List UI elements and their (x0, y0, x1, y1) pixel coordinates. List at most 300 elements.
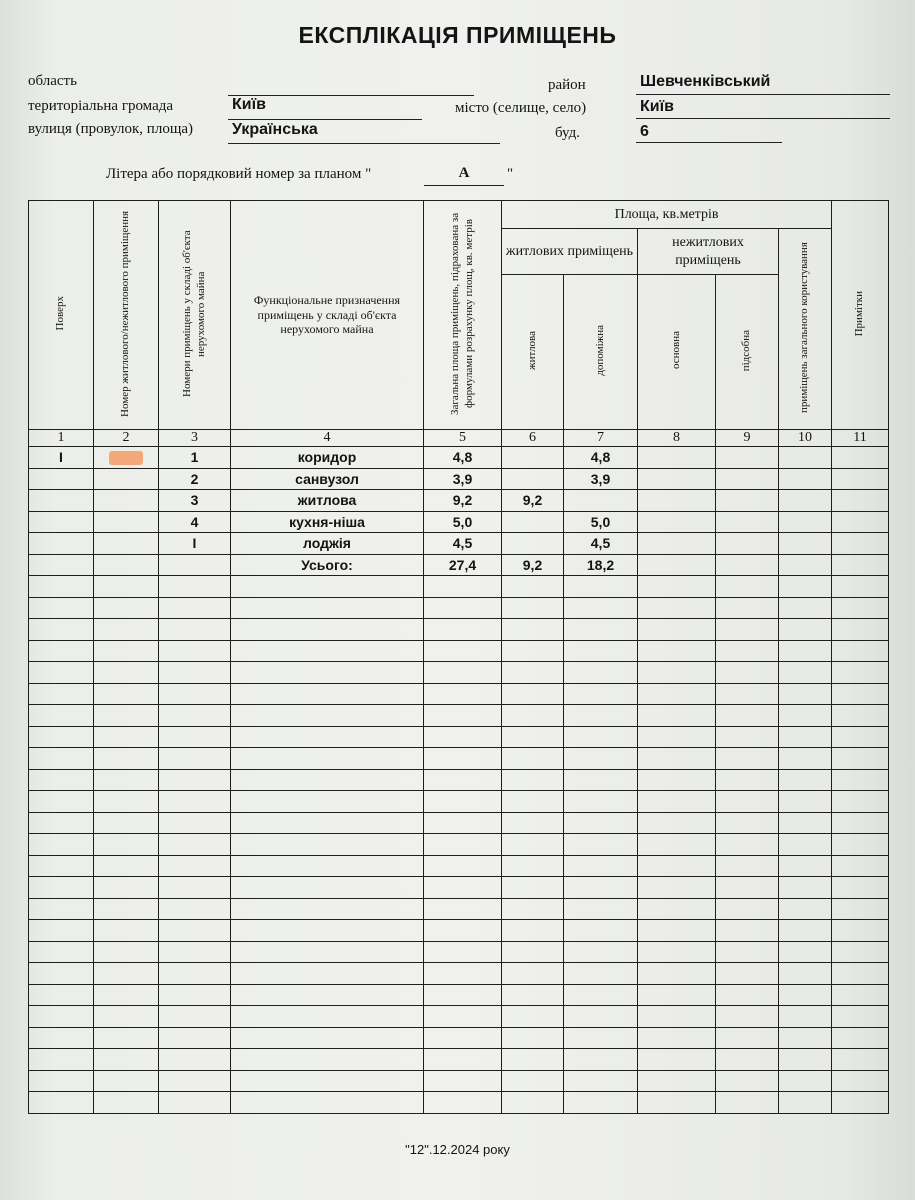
empty-cell (502, 877, 564, 899)
empty-row (29, 984, 889, 1006)
col-number: 10 (779, 430, 832, 447)
empty-cell (159, 791, 231, 813)
empty-cell (638, 619, 716, 641)
empty-cell (502, 1006, 564, 1028)
empty-cell (716, 877, 779, 899)
empty-cell (832, 855, 889, 877)
empty-cell (29, 1006, 94, 1028)
empty-cell (716, 662, 779, 684)
bud-underline (636, 142, 782, 143)
empty-cell (564, 748, 638, 770)
empty-cell (94, 1092, 159, 1114)
header-poverkh: Поверх (29, 201, 94, 430)
cell-poverkh (29, 554, 94, 576)
empty-cell (638, 748, 716, 770)
empty-cell (502, 662, 564, 684)
empty-cell (231, 834, 424, 856)
empty-cell (231, 855, 424, 877)
empty-cell (424, 1006, 502, 1028)
empty-cell (564, 941, 638, 963)
empty-cell (564, 726, 638, 748)
empty-cell (716, 1092, 779, 1114)
empty-cell (424, 791, 502, 813)
empty-cell (502, 1092, 564, 1114)
misto-label: місто (селище, село) (455, 100, 587, 116)
empty-row (29, 1049, 889, 1071)
litera-underline (424, 185, 504, 186)
hromada-label: територіальна громада (28, 98, 174, 114)
empty-cell (832, 1027, 889, 1049)
empty-cell (159, 877, 231, 899)
empty-cell (779, 683, 832, 705)
empty-row (29, 941, 889, 963)
empty-cell (779, 877, 832, 899)
empty-cell (564, 683, 638, 705)
empty-cell (94, 941, 159, 963)
empty-cell (231, 576, 424, 598)
empty-cell (94, 640, 159, 662)
empty-cell (502, 812, 564, 834)
empty-cell (231, 597, 424, 619)
cell-zhytlova (502, 533, 564, 555)
empty-cell (638, 683, 716, 705)
cell-nomer (94, 447, 159, 469)
empty-cell (159, 1070, 231, 1092)
column-number-row (29, 430, 889, 447)
table-row (29, 468, 889, 490)
empty-cell (716, 855, 779, 877)
empty-cell (502, 1027, 564, 1049)
empty-cell (29, 834, 94, 856)
empty-cell (832, 834, 889, 856)
empty-cell (502, 898, 564, 920)
empty-cell (502, 834, 564, 856)
empty-cell (231, 984, 424, 1006)
empty-cell (779, 1070, 832, 1092)
cell-pidsobna (716, 554, 779, 576)
empty-cell (716, 1049, 779, 1071)
cell-poverkh (29, 490, 94, 512)
empty-row (29, 619, 889, 641)
empty-cell (94, 877, 159, 899)
empty-cell (832, 662, 889, 684)
empty-row (29, 855, 889, 877)
empty-row (29, 791, 889, 813)
empty-cell (564, 1049, 638, 1071)
empty-cell (779, 769, 832, 791)
empty-cell (94, 576, 159, 598)
empty-cell (29, 812, 94, 834)
cell-osnovna (638, 490, 716, 512)
cell-prymitky (832, 533, 889, 555)
cell-purpose: лоджія (231, 533, 424, 555)
cell-nomer (94, 468, 159, 490)
empty-cell (502, 1049, 564, 1071)
cell-nomer (94, 554, 159, 576)
empty-cell (29, 920, 94, 942)
empty-cell (159, 1027, 231, 1049)
col-number: 11 (832, 430, 889, 447)
empty-cell (159, 834, 231, 856)
empty-cell (231, 920, 424, 942)
empty-row (29, 597, 889, 619)
empty-cell (231, 898, 424, 920)
empty-cell (159, 576, 231, 598)
empty-row (29, 748, 889, 770)
oblast-label: область (28, 73, 77, 89)
cell-nomer (94, 511, 159, 533)
empty-cell (159, 920, 231, 942)
empty-cell (779, 705, 832, 727)
empty-cell (564, 791, 638, 813)
empty-cell (29, 1092, 94, 1114)
empty-cell (231, 705, 424, 727)
header-ploshcha-group: Площа, кв.метрів (502, 201, 832, 229)
empty-row (29, 1092, 889, 1114)
empty-cell (29, 726, 94, 748)
empty-cell (94, 834, 159, 856)
empty-cell (231, 683, 424, 705)
empty-cell (502, 640, 564, 662)
empty-row (29, 812, 889, 834)
header-nezhytlovykh-group: нежитлових приміщень (638, 229, 779, 275)
col-number: 2 (94, 430, 159, 447)
empty-cell (779, 1092, 832, 1114)
document-title: ЕКСПЛІКАЦІЯ ПРИМІЩЕНЬ (298, 22, 617, 48)
table-row (29, 490, 889, 512)
empty-row (29, 769, 889, 791)
empty-row (29, 963, 889, 985)
empty-cell (716, 941, 779, 963)
vulytsia-underline (228, 143, 500, 144)
data-rows (29, 447, 889, 1114)
empty-cell (638, 1006, 716, 1028)
vulytsia-label: вулиця (провулок, площа) (28, 121, 194, 137)
cell-total: 27,4 (424, 554, 502, 576)
empty-cell (779, 984, 832, 1006)
empty-cell (779, 941, 832, 963)
cell-prymitky (832, 511, 889, 533)
header-nomery-prymishchen: Номери приміщень у складі об'єкта нерухомого майна (159, 201, 231, 430)
empty-cell (94, 1070, 159, 1092)
col-number: 7 (564, 430, 638, 447)
empty-cell (231, 877, 424, 899)
empty-cell (716, 812, 779, 834)
bud-label: буд. (555, 125, 580, 141)
empty-cell (424, 1070, 502, 1092)
empty-cell (29, 984, 94, 1006)
empty-cell (638, 984, 716, 1006)
empty-row (29, 1027, 889, 1049)
empty-cell (832, 920, 889, 942)
empty-cell (29, 963, 94, 985)
header-dopomizhna: допоміжна (564, 275, 638, 430)
empty-cell (29, 877, 94, 899)
empty-cell (159, 898, 231, 920)
empty-cell (424, 920, 502, 942)
cell-zahalne (779, 533, 832, 555)
header-nomer-zhytlovoho: Номер житлового/нежитлового приміщення (94, 201, 159, 430)
explication-table (28, 200, 889, 1114)
empty-cell (638, 963, 716, 985)
empty-cell (832, 984, 889, 1006)
empty-cell (424, 834, 502, 856)
empty-cell (502, 705, 564, 727)
empty-cell (231, 1027, 424, 1049)
empty-row (29, 662, 889, 684)
empty-cell (231, 812, 424, 834)
col-number: 9 (716, 430, 779, 447)
cell-dopomizhna: 4,5 (564, 533, 638, 555)
empty-cell (159, 984, 231, 1006)
empty-cell (832, 1070, 889, 1092)
table-row (29, 533, 889, 555)
empty-cell (779, 855, 832, 877)
empty-cell (638, 855, 716, 877)
empty-cell (716, 748, 779, 770)
bud-value: 6 (640, 123, 649, 140)
cell-osnovna (638, 447, 716, 469)
empty-cell (564, 984, 638, 1006)
empty-cell (502, 769, 564, 791)
cell-zhytlova (502, 511, 564, 533)
cell-room-no: 1 (159, 447, 231, 469)
empty-cell (424, 1049, 502, 1071)
empty-row (29, 726, 889, 748)
empty-cell (564, 619, 638, 641)
empty-cell (424, 941, 502, 963)
empty-cell (94, 898, 159, 920)
cell-room-no: I (159, 533, 231, 555)
empty-cell (231, 791, 424, 813)
cell-dopomizhna: 4,8 (564, 447, 638, 469)
cell-poverkh: I (29, 447, 94, 469)
col-number: 4 (231, 430, 424, 447)
empty-cell (94, 597, 159, 619)
litera-close-quote: " (507, 166, 514, 182)
empty-cell (29, 619, 94, 641)
empty-cell (564, 640, 638, 662)
empty-cell (638, 1049, 716, 1071)
empty-cell (779, 576, 832, 598)
empty-cell (159, 963, 231, 985)
empty-cell (29, 597, 94, 619)
empty-cell (564, 963, 638, 985)
empty-cell (94, 1027, 159, 1049)
empty-cell (716, 1006, 779, 1028)
empty-cell (716, 619, 779, 641)
cell-prymitky (832, 468, 889, 490)
empty-cell (638, 1092, 716, 1114)
empty-cell (638, 705, 716, 727)
empty-cell (29, 1049, 94, 1071)
empty-cell (424, 662, 502, 684)
cell-nomer (94, 490, 159, 512)
empty-cell (502, 726, 564, 748)
hromada-value: Київ (232, 96, 266, 113)
empty-cell (94, 705, 159, 727)
empty-cell (159, 640, 231, 662)
cell-purpose: Усього: (231, 554, 424, 576)
empty-cell (564, 920, 638, 942)
cell-pidsobna (716, 490, 779, 512)
empty-cell (231, 1070, 424, 1092)
cell-zahalne (779, 447, 832, 469)
cell-zhytlova: 9,2 (502, 490, 564, 512)
cell-prymitky (832, 554, 889, 576)
empty-cell (832, 597, 889, 619)
litera-label: Літера або порядковий номер за планом " (106, 166, 372, 182)
cell-poverkh (29, 468, 94, 490)
raion-underline (636, 94, 890, 95)
empty-cell (779, 748, 832, 770)
empty-cell (231, 748, 424, 770)
raion-label: район (548, 77, 586, 93)
empty-cell (832, 1092, 889, 1114)
cell-osnovna (638, 554, 716, 576)
empty-cell (424, 619, 502, 641)
empty-cell (424, 1027, 502, 1049)
cell-dopomizhna: 18,2 (564, 554, 638, 576)
empty-cell (779, 920, 832, 942)
empty-cell (832, 1006, 889, 1028)
empty-cell (29, 748, 94, 770)
empty-cell (231, 941, 424, 963)
cell-zahalne (779, 468, 832, 490)
empty-cell (502, 597, 564, 619)
empty-cell (231, 1049, 424, 1071)
empty-cell (638, 1070, 716, 1092)
cell-room-no: 4 (159, 511, 231, 533)
empty-cell (94, 855, 159, 877)
cell-total: 3,9 (424, 468, 502, 490)
cell-dopomizhna: 5,0 (564, 511, 638, 533)
empty-cell (424, 855, 502, 877)
header-osnovna: основна (638, 275, 716, 430)
cell-zhytlova (502, 447, 564, 469)
col-number: 3 (159, 430, 231, 447)
empty-cell (231, 769, 424, 791)
empty-cell (716, 834, 779, 856)
empty-cell (94, 963, 159, 985)
empty-cell (832, 898, 889, 920)
empty-cell (94, 769, 159, 791)
empty-cell (832, 941, 889, 963)
empty-cell (424, 984, 502, 1006)
empty-row (29, 1006, 889, 1028)
empty-cell (29, 791, 94, 813)
cell-total: 4,8 (424, 447, 502, 469)
empty-cell (502, 1070, 564, 1092)
empty-cell (832, 619, 889, 641)
cell-poverkh (29, 533, 94, 555)
empty-cell (564, 769, 638, 791)
cell-dopomizhna (564, 490, 638, 512)
empty-cell (716, 791, 779, 813)
empty-cell (638, 877, 716, 899)
empty-row (29, 683, 889, 705)
empty-cell (638, 791, 716, 813)
empty-cell (231, 640, 424, 662)
empty-cell (502, 984, 564, 1006)
header-prymitky: Примітки (832, 201, 889, 430)
empty-cell (94, 662, 159, 684)
cell-dopomizhna: 3,9 (564, 468, 638, 490)
empty-cell (231, 619, 424, 641)
header-zahalna-ploshcha: Загальна площа приміщень, підрахована за формулами розрахунку площ, кв. метрів (424, 201, 502, 430)
empty-cell (159, 1006, 231, 1028)
empty-cell (716, 1070, 779, 1092)
cell-purpose: коридор (231, 447, 424, 469)
empty-cell (29, 683, 94, 705)
empty-row (29, 834, 889, 856)
table-row (29, 511, 889, 533)
empty-cell (29, 640, 94, 662)
empty-row (29, 898, 889, 920)
empty-cell (29, 941, 94, 963)
empty-cell (29, 1070, 94, 1092)
empty-row (29, 877, 889, 899)
empty-cell (638, 662, 716, 684)
cell-poverkh (29, 511, 94, 533)
empty-cell (502, 855, 564, 877)
empty-cell (94, 726, 159, 748)
empty-row (29, 705, 889, 727)
empty-cell (29, 576, 94, 598)
misto-value: Київ (640, 98, 674, 115)
hromada-underline (228, 119, 422, 120)
empty-cell (716, 984, 779, 1006)
cell-purpose: кухня-ніша (231, 511, 424, 533)
cell-prymitky (832, 447, 889, 469)
empty-cell (94, 748, 159, 770)
empty-cell (424, 705, 502, 727)
empty-cell (29, 662, 94, 684)
cell-osnovna (638, 533, 716, 555)
header-zhytlovykh-group: житлових приміщень (502, 229, 638, 275)
empty-cell (716, 576, 779, 598)
empty-cell (424, 640, 502, 662)
empty-cell (424, 1092, 502, 1114)
empty-cell (231, 662, 424, 684)
empty-cell (564, 1070, 638, 1092)
cell-purpose: житлова (231, 490, 424, 512)
cell-nomer (94, 533, 159, 555)
cell-total: 9,2 (424, 490, 502, 512)
cell-room-no (159, 554, 231, 576)
cell-purpose: санвузол (231, 468, 424, 490)
empty-cell (29, 769, 94, 791)
empty-cell (29, 1027, 94, 1049)
empty-cell (564, 1092, 638, 1114)
empty-cell (94, 1049, 159, 1071)
empty-cell (94, 619, 159, 641)
empty-cell (716, 705, 779, 727)
empty-cell (779, 597, 832, 619)
empty-cell (159, 748, 231, 770)
empty-cell (29, 898, 94, 920)
misto-underline (636, 118, 890, 119)
empty-cell (832, 576, 889, 598)
empty-cell (502, 791, 564, 813)
raion-value: Шевченківський (640, 73, 771, 90)
empty-cell (159, 597, 231, 619)
empty-cell (716, 1027, 779, 1049)
cell-zhytlova: 9,2 (502, 554, 564, 576)
empty-cell (779, 812, 832, 834)
cell-pidsobna (716, 533, 779, 555)
empty-cell (502, 941, 564, 963)
